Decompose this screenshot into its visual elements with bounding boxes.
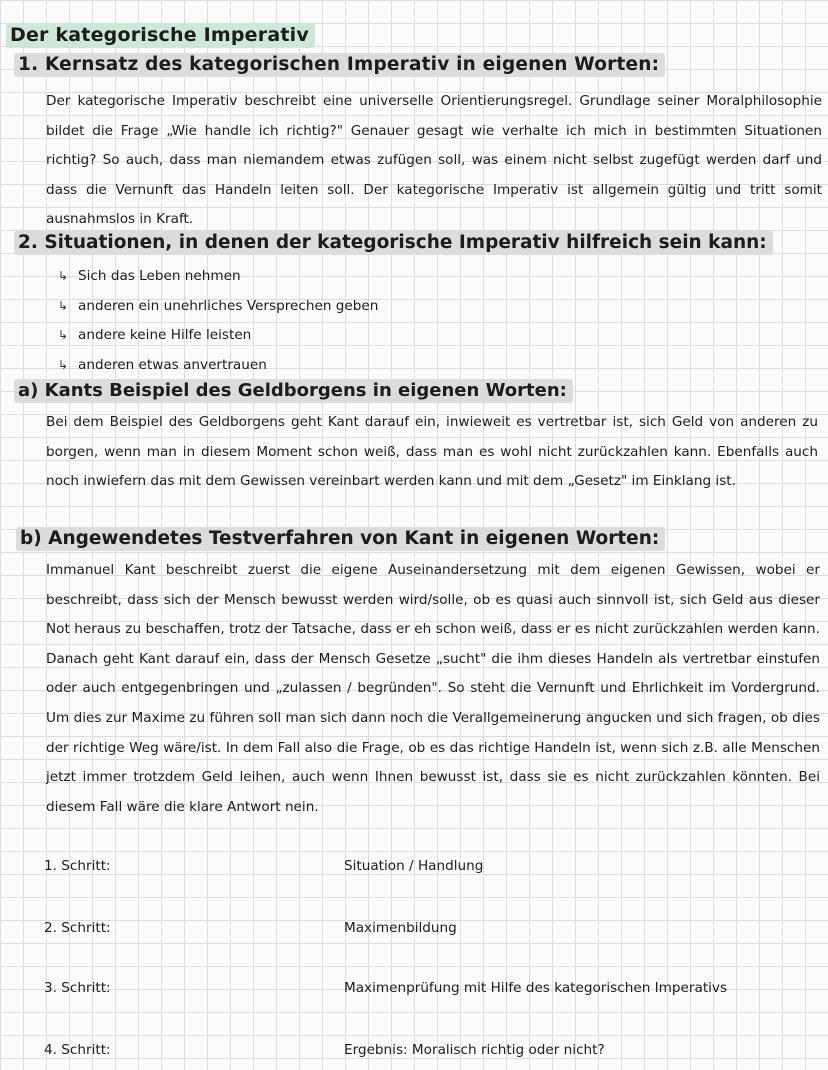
step-label: 3. Schritt: [44,980,111,996]
step-label: 1. Schritt: [44,858,111,874]
sectionB-text: Immanuel Kant beschreibt zuerst die eigene Auseinandersetzung mit dem eigenen Gewissen, wobei er beschreibt, dass sich der Mensch bewusst werden wird/solle, ob es quasi auch sinnvoll ist, sich Geld aus dieser Not heraus zu beschaffen, trotz der Tatsache, dass er eh schon weiß, dass er es nicht zurückzahlen werden kann. Danach geht Kant darauf ein, dass der Mensch Gesetze „sucht" die ihm dieses Handeln als vertretbar einstufen oder auch entgegenbringen und „zulassen / begründen". So steht die Vernunft und Ehrlichkeit im Vordergrund. Um dies zur Maxime zu führen soll man sich dann noch die Verallgemeinerung angucken und sich fragen, ob dies der richtige Weg wäre/ist. In dem Fall also die Frage, ob es das richtige Handeln ist, wenn sich z.B. alle Menschen jetzt immer trotzdem Geld leihen, auch wenn Ihnen bewusst ist, dass sie es nicht zurückzahlen könnten. Bei diesem Fall wäre die klare Antwort nein. [46,562,820,815]
step-value: Maximenprüfung mit Hilfe des kategorischen Imperativs [344,980,728,996]
arrow-icon: ↳ [58,298,69,313]
list-item: ↳ anderen ein unehrliches Versprechen geben [58,292,378,322]
sectionA-text: Bei dem Beispiel des Geldborgens geht Kant darauf ein, inwieweit es vertretbar ist, sich Geld von anderen zu borgen, wenn man in diesem Moment schon weiß, dass man es wohl nicht zurückzahlen kann. Ebenfalls auch noch inwiefern das mit dem Gewissen vereinbart werden kann und mit dem „Gesetz" im Einklang ist. [46,414,818,490]
step-value: Maximenbildung [344,920,457,936]
arrow-icon: ↳ [58,269,69,283]
list-item: ↳ anderen etwas anvertrauen [58,351,378,381]
step-label: 4. Schritt: [44,1042,111,1058]
page-title [6,24,315,46]
sectionA-heading: a) Kants Beispiel des Geldborgens in eigenen Worten: [14,380,573,401]
step-value: Situation / Handlung [344,858,484,874]
list-item: ↳ Sich das Leben nehmen [58,262,378,292]
situation-list [58,262,378,380]
arrow-icon: ↳ [58,357,69,372]
list-item: ↳ andere keine Hilfe leisten [58,321,378,351]
step-value: Ergebnis: Moralisch richtig oder nicht? [344,1042,605,1058]
section1-heading: 1. Kernsatz des kategorischen Imperativ in eigenen Worten: [14,54,665,75]
sectionB-heading: b) Angewendetes Testverfahren von Kant in eigenen Worten: [16,528,665,549]
page-title-text: Der kategorische Imperativ [6,23,315,48]
arrow-icon: ↳ [58,328,69,342]
section1-text: Der kategorische Imperativ beschreibt eine universelle Orientierungsregel. Grundlage seiner Moralphilosophie bildet die Frage „Wie handle ich richtig?" Genauer gesagt wie verhalte ich mich in bestimmten Situationen richtig? So auch, dass man niemandem etwas zufügen soll, was einem nicht selbst zugefügt werden darf und dass die Vernunft das Handeln leiten soll. Der kategorische Imperativ ist allgemein gültig und tritt somit ausnahmslos in Kraft. [46,93,822,228]
step-label: 2. Schritt: [44,920,111,936]
section2-heading: 2. Situationen, in denen der kategorische Imperativ hilfreich sein kann: [14,232,773,253]
